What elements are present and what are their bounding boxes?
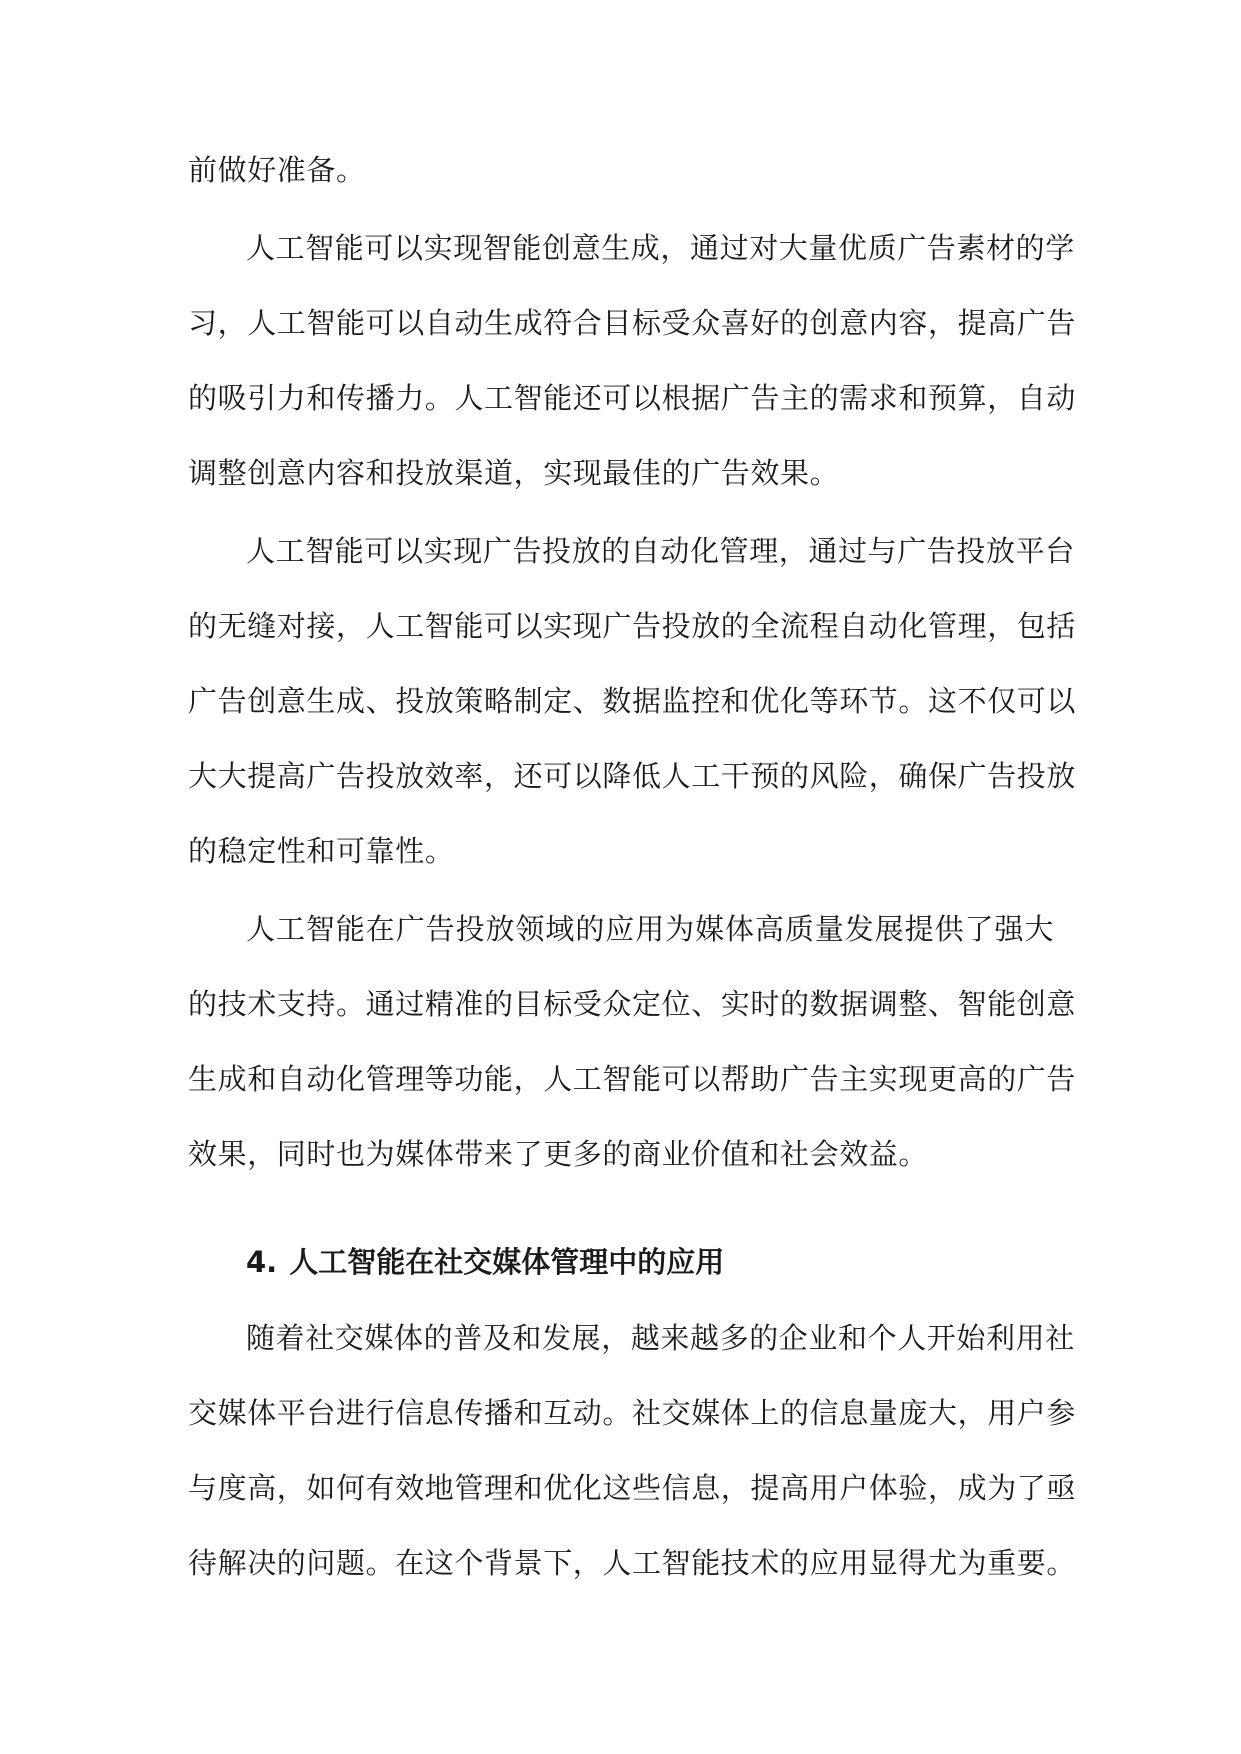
text-line: 的稳定性和可靠性。 [188, 834, 455, 868]
section-title: 人工智能在社交媒体管理中的应用 [289, 1245, 725, 1279]
text-line: 的技术支持。通过精准的目标受众定位、实时的数据调整、智能创意 [188, 987, 1077, 1021]
text-line: 大大提高广告投放效率，还可以降低人工干预的风险，确保广告投放 [188, 759, 1077, 793]
text-line: 效果，同时也为媒体带来了更多的商业价值和社会效益。 [188, 1137, 929, 1171]
text-line: 的吸引力和传播力。人工智能还可以根据广告主的需求和预算，自动 [188, 381, 1077, 415]
text-line: 调整创意内容和投放渠道，实现最佳的广告效果。 [188, 456, 840, 490]
text-line: 的无缝对接，人工智能可以实现广告投放的全流程自动化管理，包括 [188, 609, 1077, 643]
text-line: 人工智能在广告投放领域的应用为媒体高质量发展提供了强大 [246, 912, 1054, 946]
text-line: 广告创意生成、投放策略制定、数据监控和优化等环节。这不仅可以 [188, 684, 1077, 718]
text-line: 随着社交媒体的普及和发展，越来越多的企业和个人开始利用社 [246, 1321, 1075, 1355]
section-heading [246, 1242, 724, 1282]
text-line: 生成和自动化管理等功能，人工智能可以帮助广告主实现更高的广告 [188, 1062, 1077, 1096]
text-line: 与度高，如何有效地管理和优化这些信息，提高用户体验，成为了亟 [188, 1471, 1077, 1505]
text-line: 前做好准备。 [188, 153, 366, 187]
section-number: 4. [246, 1245, 278, 1279]
text-line: 人工智能可以实现智能创意生成，通过对大量优质广告素材的学 [246, 231, 1075, 265]
text-line: 待解决的问题。在这个背景下，人工智能技术的应用显得尤为重要。 [188, 1546, 1077, 1580]
text-line: 人工智能可以实现广告投放的自动化管理，通过与广告投放平台 [246, 534, 1075, 568]
text-line: 习，人工智能可以自动生成符合目标受众喜好的创意内容，提高广告 [188, 306, 1077, 340]
text-line: 交媒体平台进行信息传播和互动。社交媒体上的信息量庞大，用户参 [188, 1396, 1077, 1430]
